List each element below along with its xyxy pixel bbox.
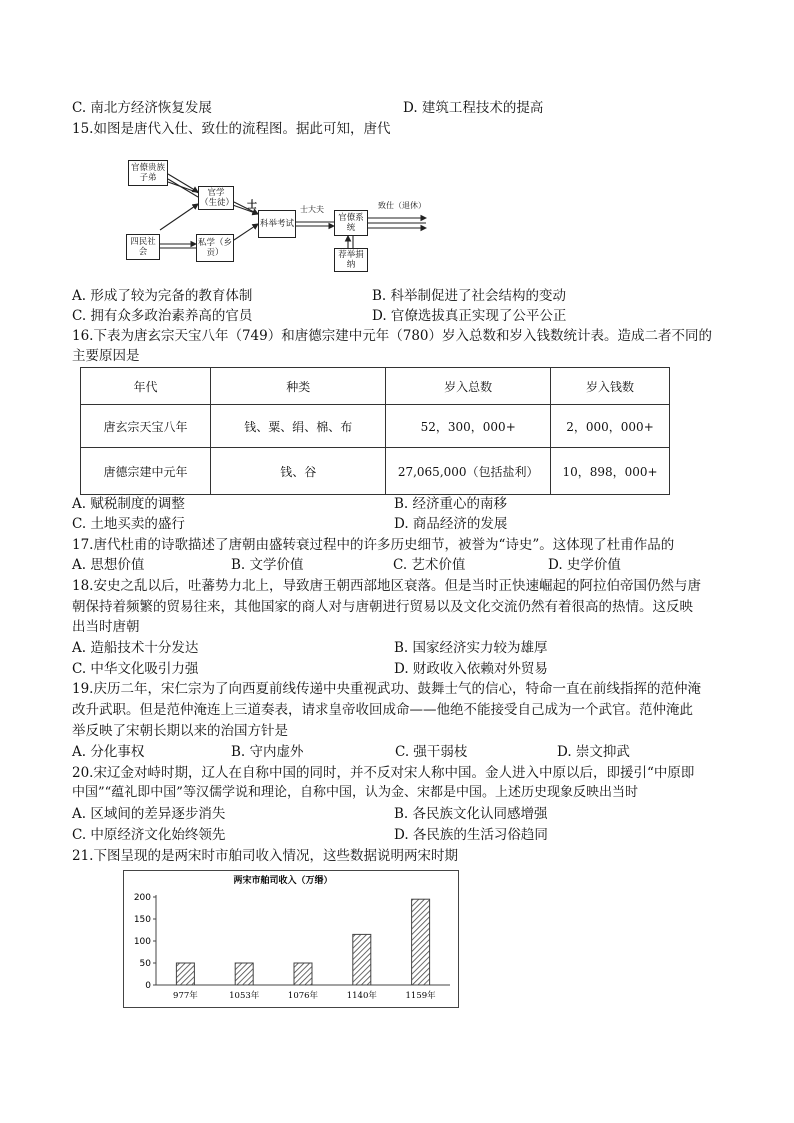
q18-option-b: B. 国家经济实力较为雄厚 (394, 640, 548, 656)
q15-option-c: C. 拥有众多政治素养高的官员 (72, 308, 253, 324)
box-exam: 科举考试 (258, 210, 296, 238)
q18-option-a: A. 造船技术十分发达 (72, 640, 199, 656)
q15-option-b: B. 科举制促进了社会结构的变动 (372, 288, 567, 304)
bar (294, 963, 312, 985)
table-header-cell: 年代 (81, 368, 211, 405)
q20-option-d: D. 各民族的生活习俗趋同 (394, 827, 548, 843)
table-header-cell: 岁入总数 (386, 368, 551, 405)
y-tick-label: 0 (145, 981, 151, 991)
bar (176, 963, 194, 985)
q15-option-a: A. 形成了较为完备的教育体制 (72, 288, 253, 304)
bar (235, 963, 253, 985)
x-tick-label: 977年 (173, 991, 198, 1001)
y-tick-label: 100 (133, 937, 151, 947)
q17-option-a: A. 思想价值 (72, 557, 145, 573)
q16-stem-line1: 16.下表为唐玄宗天宝八年（749）和唐德宗建中元年（780）岁入总数和岁入钱数统计表。造成二者不同的 (72, 328, 713, 344)
table-cell: 2，000，000+ (551, 405, 670, 448)
label-shi: 士 (247, 200, 257, 211)
q20-stem-line2: 中国”“蕴礼即中国”等汉儒学说和理论，自称中国，认为金、宋都是中国。上述历史现象反映出当时 (72, 785, 638, 800)
chart-svg (124, 871, 458, 1007)
box-recommend: 荐举捐纳 (334, 248, 368, 272)
table-cell: 52，300，000+ (386, 405, 551, 448)
q19-option-d: D. 崇文抑武 (557, 744, 630, 760)
q18-stem-line1: 18.安史之乱以后，吐蕃势力北上，导致唐王朝西部地区衰落。但是当时正快速崛起的阿拉伯帝国仍然与唐 (72, 578, 701, 594)
q16-option-c: C. 土地买卖的盛行 (72, 516, 185, 532)
prev-option-c: C. 南北方经济恢复发展 (72, 100, 212, 116)
y-tick-label: 50 (139, 959, 151, 969)
table-header-cell: 种类 (211, 368, 386, 405)
q20-option-a: A. 区域间的差异逐步消失 (72, 806, 226, 822)
q17-stem: 17.唐代杜甫的诗歌描述了唐朝由盛转衰过程中的许多历史细节，被誉为“诗史”。这体现了杜甫作品的 (72, 537, 675, 553)
table-row (81, 448, 670, 495)
table-cell: 钱、粟、绢、棉、布 (211, 405, 386, 448)
table-cell: 唐德宗建中元年 (81, 448, 211, 495)
q18-option-c: C. 中华文化吸引力强 (72, 661, 199, 677)
q15-option-d: D. 官僚选拔真正实现了公平公正 (372, 308, 567, 324)
q21-bar-chart (123, 870, 459, 1008)
prev-option-d: D. 建筑工程技术的提高 (403, 100, 544, 116)
q16-stem-line2: 主要原因是 (72, 348, 140, 364)
q15-stem: 15.如图是唐代入仕、致仕的流程图。据此可知，唐代 (72, 121, 391, 137)
q17-option-d: D. 史学价值 (548, 557, 621, 573)
label-shidafu: 士大夫 (300, 205, 324, 214)
q19-option-c: C. 强干弱枝 (395, 744, 468, 760)
q16-option-a: A. 赋税制度的调整 (72, 496, 185, 512)
box-private-school: 私学（乡贡） (196, 234, 234, 262)
y-tick-label: 150 (133, 915, 151, 925)
box-bureaucracy: 官僚系统 (334, 210, 368, 236)
x-tick-label: 1053年 (229, 991, 260, 1001)
x-tick-label: 1076年 (287, 991, 319, 1001)
bar (412, 899, 430, 985)
q16-option-b: B. 经济重心的南移 (394, 496, 508, 512)
table-cell: 钱、谷 (211, 448, 386, 495)
q16-statistics-table (80, 367, 670, 495)
box-official-school: 官学（生徒） (200, 188, 235, 208)
q19-stem-line3: 举反映了宋朝长期以来的治国方针是 (72, 723, 288, 739)
q18-option-d: D. 财政收入依赖对外贸易 (394, 661, 548, 677)
table-row (81, 405, 670, 448)
q19-option-a: A. 分化事权 (72, 744, 145, 760)
q19-stem-line1: 19.庆历二年，宋仁宗为了向西夏前线传递中央重视武功、鼓舞士气的信心，特命一直在前线指挥的范仲淹 (72, 681, 701, 697)
q19-stem-line2: 改升武职。但是范仲淹连上三道奏表，请求皇帝收回成命——他绝不能接受自己成为一个武官。范仲淹此 (72, 702, 693, 718)
q19-option-b: B. 守内虚外 (231, 744, 304, 760)
table-header-row (81, 368, 670, 405)
q21-stem: 21.下图呈现的是两宋时市舶司收入情况，这些数据说明两宋时期 (72, 848, 458, 864)
q17-option-b: B. 文学价值 (231, 557, 304, 573)
table-cell: 10，898，000+ (551, 448, 670, 495)
box-officials-children: 官僚贵族子弟 (128, 160, 168, 186)
q15-flow-diagram (120, 152, 430, 274)
q17-option-c: C. 艺术价值 (393, 557, 466, 573)
y-tick-label: 200 (133, 893, 151, 903)
table-cell: 唐玄宗天宝八年 (81, 405, 211, 448)
q20-option-c: C. 中原经济文化始终领先 (72, 827, 226, 843)
q20-stem-line1: 20.宋辽金对峙时期，辽人在自称中国的同时，并不反对宋人称中国。金人进入中原以后，即援引“中原即 (72, 765, 695, 781)
x-tick-label: 1140年 (346, 991, 377, 1001)
table-header-cell: 岁入钱数 (551, 368, 670, 405)
bar (353, 934, 371, 985)
label-retire: 致仕（退休） (378, 201, 426, 210)
box-four-classes: 四民社会 (126, 234, 160, 260)
table-cell: 27,065,000（包括盐利） (386, 448, 551, 495)
q18-stem-line3: 出当时唐朝 (72, 619, 140, 635)
x-tick-label: 1159年 (405, 991, 436, 1001)
q18-stem-line2: 朝保持着频繁的贸易往来，其他国家的商人对与唐朝进行贸易以及文化交流仍然有着很高的热情。这反映 (72, 599, 693, 615)
q16-option-d: D. 商品经济的发展 (394, 516, 508, 532)
q20-option-b: B. 各民族文化认同感增强 (394, 806, 548, 822)
chart-title: 两宋市舶司收入（万缗） (233, 876, 333, 886)
